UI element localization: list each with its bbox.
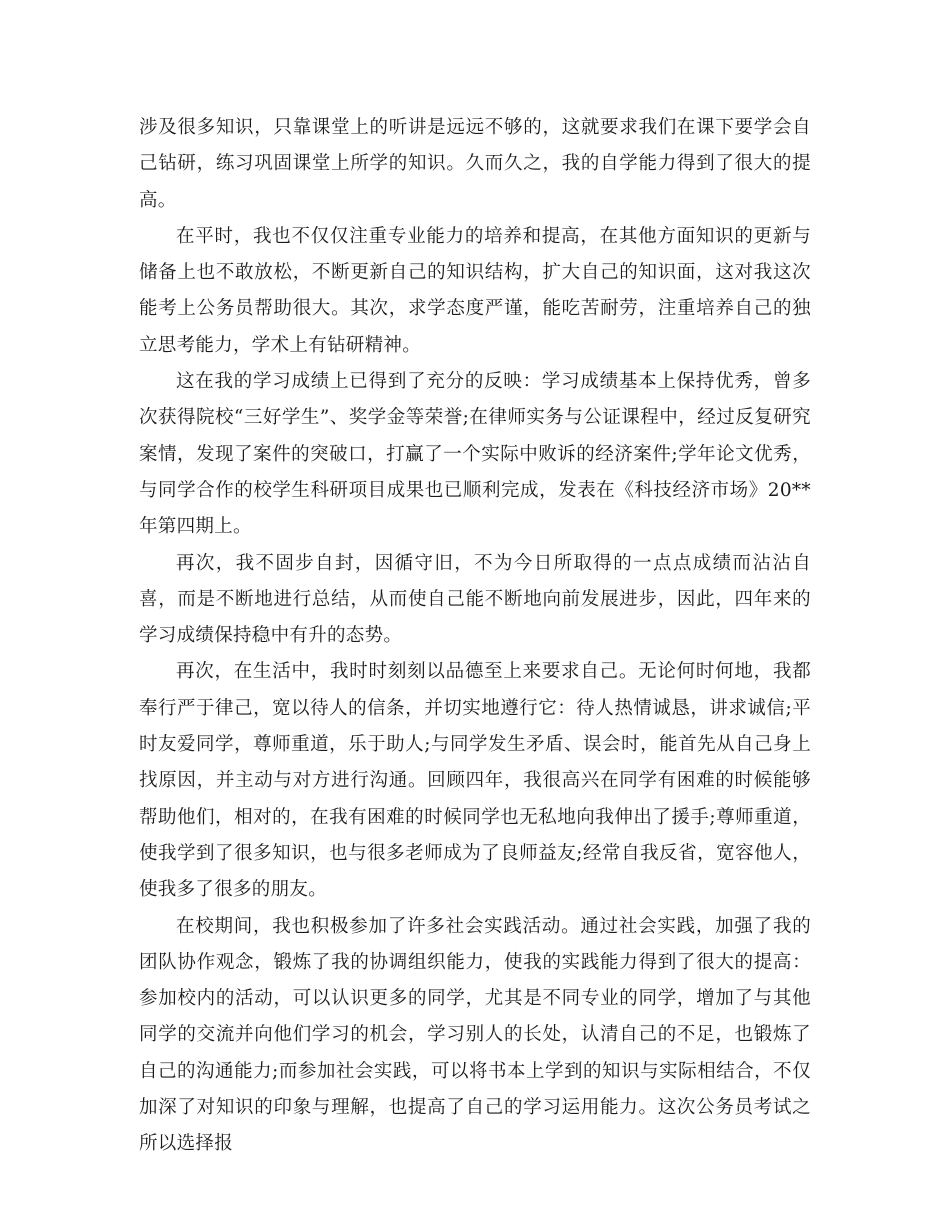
paragraph-continuation: 涉及很多知识，只靠课堂上的听讲是远远不够的，这就要求我们在课下要学会自己钻研，练习巩固课堂上所学的知识。久而久之，我的自学能力得到了很大的提高。 [139,117,811,211]
paragraph-continuous-progress: 再次，我不固步自封，因循守旧，不为今日所取得的一点点成绩而沾沾自喜，而是不断地进行总结，从而使自己能不断地向前发展进步，因此，四年来的学习成绩保持稳中有升的态势。 [139,552,811,647]
document-body [139,110,811,1163]
paragraph-life-conduct: 再次，在生活中，我时时刻刻以品德至上来要求自己。无论何时何地，我都奉行严于律己，宽以待人的信条，并切实地遵行它：待人热情诚恳，讲求诚信;平时友爱同学，尊师重道，乐于助人;与同学发生矛盾、误会时，能首先从自己身上找原因，并主动与对方进行沟通。回顾四年，我很高兴在同学有困难的时候能够帮助他们，相对的，在我有困难的时候同学也无私地向我伸出了援手;尊师重道，使我学到了很多知识，也与很多老师成为了良师益友;经常自我反省，宽容他人，使我多了很多的朋友。 [139,661,811,901]
paragraph-academic-results: 这在我的学习成绩上已得到了充分的反映：学习成绩基本上保持优秀，曾多次获得院校“三好学生”、奖学金等荣誉;在律师实务与公证课程中，经过反复研究案情，发现了案件的突破口，打赢了一个实际中败诉的经济案件;学年论文优秀，与同学合作的校学生科研项目成果也已顺利完成，发表在《科技经济市场》20**年第四期上。 [139,371,811,538]
paragraph-professional-ability: 在平时，我也不仅仅注重专业能力的培养和提高，在其他方面知识的更新与储备上也不敢放松，不断更新自己的知识结构，扩大自己的知识面，这对我这次能考上公务员帮助很大。其次，求学态度严谨，能吃苦耐劳，注重培养自己的独立思考能力，学术上有钻研精神。 [139,225,811,356]
paragraph-social-practice: 在校期间，我也积极参加了许多社会实践活动。通过社会实践，加强了我的团队协作观念，锻炼了我的协调组织能力，使我的实践能力得到了很大的提高：参加校内的活动，可以认识更多的同学，尤其是不同专业的同学，增加了与其他同学的交流并向他们学习的机会，学习别人的长处，认清自己的不足，也锻炼了自己的沟通能力;而参加社会实践，可以将书本上学到的知识与实际相结合，不仅加深了对知识的印象与理解，也提高了自己的学习运用能力。这次公务员考试之所以选择报 [139,915,811,1155]
